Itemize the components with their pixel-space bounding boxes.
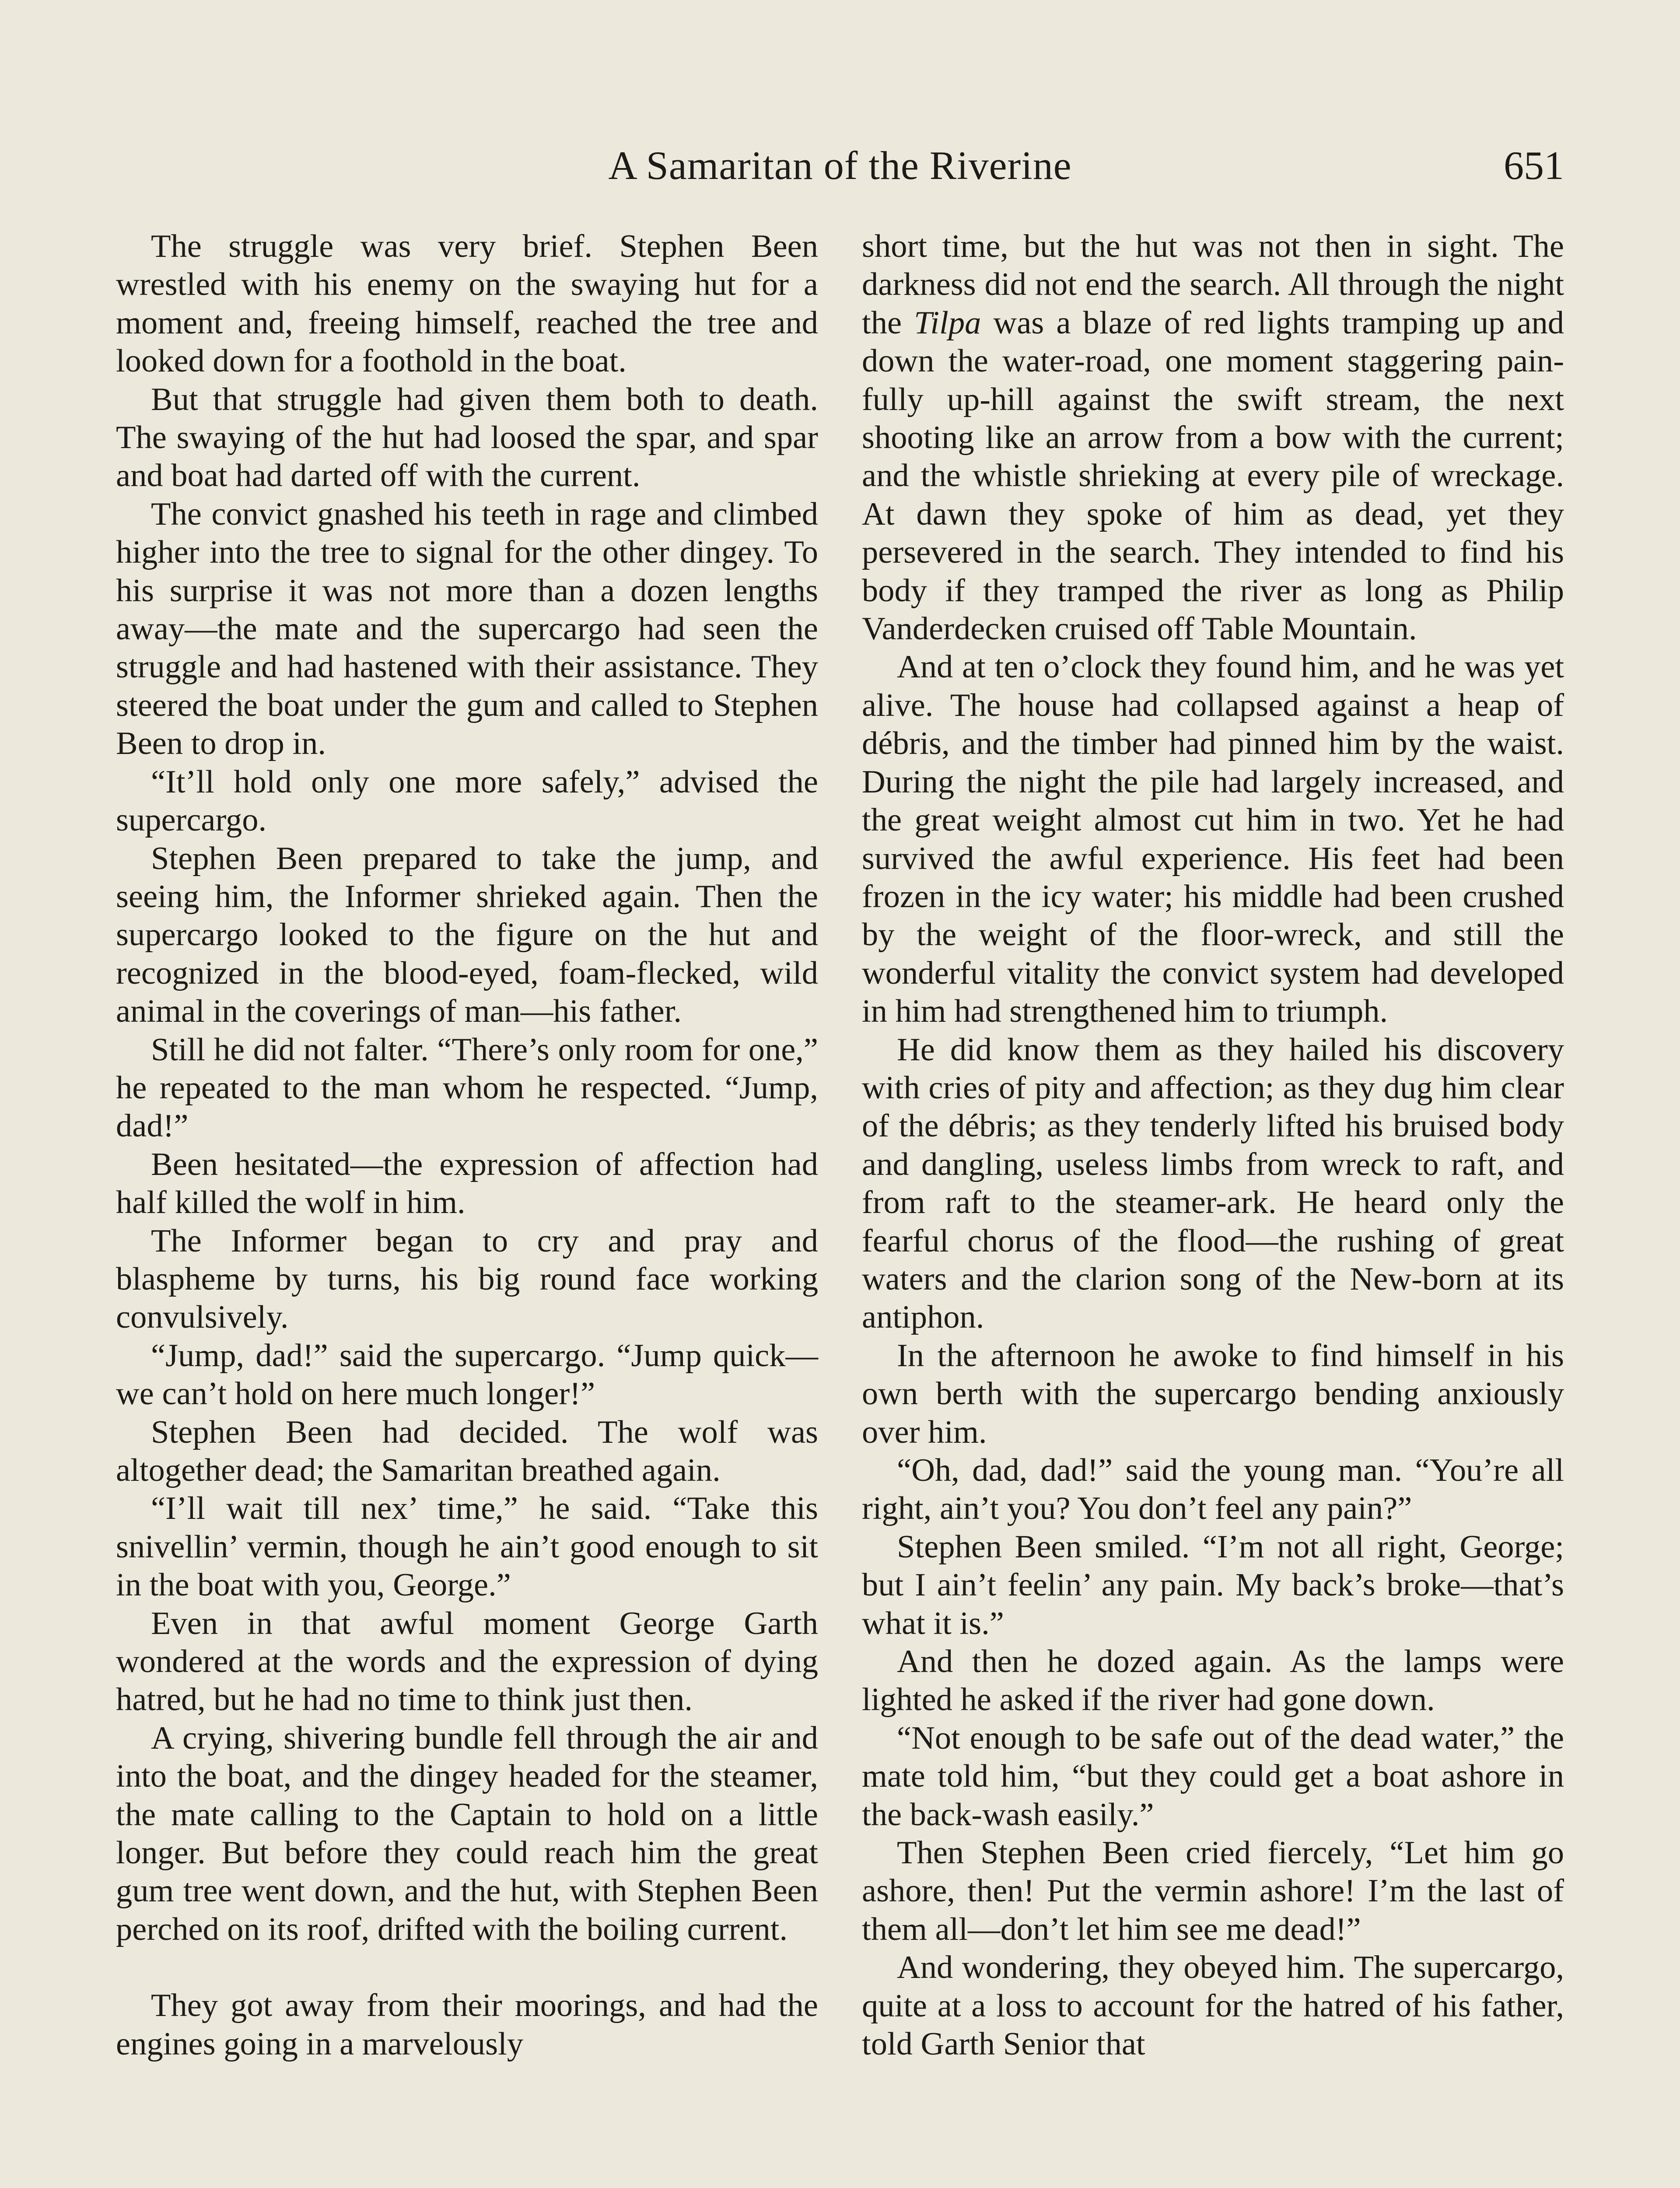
- paragraph: “Not enough to be safe out of the dead water,” the mate told him, “but they could get a boat ashore in the back-wash easily.”: [862, 1720, 1564, 1833]
- paragraph: Still he did not falter. “There’s only room for one,” he repeated to the man whom he respected. “Jump, dad!”: [116, 1031, 818, 1144]
- continued-paragraph: [862, 228, 1564, 648]
- paragraph: They got away from their moorings, and had the engines going in a marvelously: [116, 1988, 818, 2062]
- paragraph: And at ten o’clock they found him, and he was yet alive. The house had collapsed against a heap of débris, and the timber had pinned him by the waist. During the night the pile had largely increased, and the great weight almost cut him in two. Yet he had survived the awful experience. His feet had been frozen in the icy water; his middle had been crushed by the weight of the floor-wreck, and still the wonderful vitality the convict system had developed in him had strengthened him to triumph.: [862, 649, 1564, 1030]
- page-number: 651: [1504, 143, 1564, 188]
- paragraph: Stephen Been had decided. The wolf was altogether dead; the Samaritan breathed again.: [116, 1414, 818, 1488]
- paragraph: Been hesitated—the expression of affection had half killed the wolf in him.: [116, 1146, 818, 1221]
- paragraph: Even in that awful moment George Garth wondered at the words and the expression of dying hatred, but he had no time to think just then.: [116, 1605, 818, 1718]
- running-title: A Samaritan of the Riverine: [608, 143, 1072, 188]
- text-run: was a blaze of red lights tramping up and down the water-road, one moment staggering painfully up-hill against the swift stream, the next shooting like an arrow from a bow with the current; and the whistle shrieking at every pile of wreckage. At dawn they spoke of him as dead, yet they persevered in the search. They intended to find his body if they tramped the river as long as Philip Vanderdecken cruised off Table Mountain.: [862, 305, 1564, 647]
- page-header: [116, 139, 1564, 192]
- paragraph: The convict gnashed his teeth in rage and climbed higher into the tree to signal for the other dingey. To his surprise it was not more than a dozen lengths away—the mate and the supercargo had seen the struggle and had hastened with their assistance. They steered the boat under the gum and called to Stephen Been to drop in.: [116, 496, 818, 762]
- paragraph: Stephen Been prepared to take the jump, and seeing him, the Informer shrieked again. Then the supercargo looked to the figure on the hut and recognized in the blood-eyed, foam-flecked, wild animal in the coverings of man—his father.: [116, 840, 818, 1030]
- left-column: [116, 228, 818, 2063]
- paragraph: The Informer began to cry and pray and blaspheme by turns, his big round face working convulsively.: [116, 1223, 818, 1336]
- vessel-name: Tilpa: [914, 305, 981, 341]
- paragraph: “I’ll wait till nex’ time,” he said. “Take this snivellin’ vermin, though he ain’t good enough to sit in the boat with you, George.”: [116, 1490, 818, 1603]
- paragraph: In the afternoon he awoke to find himself in his own berth with the supercargo bending anxiously over him.: [862, 1337, 1564, 1450]
- paragraph: “Jump, dad!” said the supercargo. “Jump quick—we can’t hold on here much longer!”: [116, 1337, 818, 1412]
- paragraph: “Oh, dad, dad!” said the young man. “You’re all right, ain’t you? You don’t feel any pain?”: [862, 1452, 1564, 1527]
- paragraph: The struggle was very brief. Stephen Been wrestled with his enemy on the swaying hut for a moment and, freeing himself, reached the tree and looked down for a foothold in the boat.: [116, 228, 818, 379]
- text-run: short time, but the hut was not then in sight. The darkness did not end the search. All through the night the: [862, 228, 1564, 341]
- right-column: [862, 228, 1564, 2064]
- paragraph: But that struggle had given them both to death. The swaying of the hut had loosed the spar, and spar and boat had darted off with the current.: [116, 381, 818, 494]
- paragraph: He did know them as they hailed his discovery with cries of pity and affection; as they dug him clear of the débris; as they tenderly lifted his bruised body and dangling, useless limbs from wreck to raft, and from raft to the steamer-ark. He heard only the fearful chorus of the flood—the rushing of great waters and the clarion song of the New-born at its antiphon.: [862, 1031, 1564, 1336]
- paragraph: And wondering, they obeyed him. The supercargo, quite at a loss to account for the hatred of his father, told Garth Senior that: [862, 1950, 1564, 2062]
- paragraph: “It’ll hold only one more safely,” advised the supercargo.: [116, 764, 818, 838]
- paragraph: Stephen Been smiled. “I’m not all right, George; but I ain’t feelin’ any pain. My back’s broke—that’s what it is.”: [862, 1529, 1564, 1641]
- paragraph: And then he dozed again. As the lamps were lighted he asked if the river had gone down.: [862, 1644, 1564, 1718]
- article-body: [116, 228, 1564, 2188]
- paragraph: A crying, shivering bundle fell through the air and into the boat, and the dingey headed for the steamer, the mate calling to the Captain to hold on a little longer. But before they could reach him the great gum tree went down, and the hut, with Stephen Been perched on its roof, drifted with the boiling current.: [116, 1720, 818, 1947]
- paragraph: Then Stephen Been cried fiercely, “Let him go ashore, then! Put the vermin ashore! I’m the last of them all—don’t let him see me dead!”: [862, 1835, 1564, 1947]
